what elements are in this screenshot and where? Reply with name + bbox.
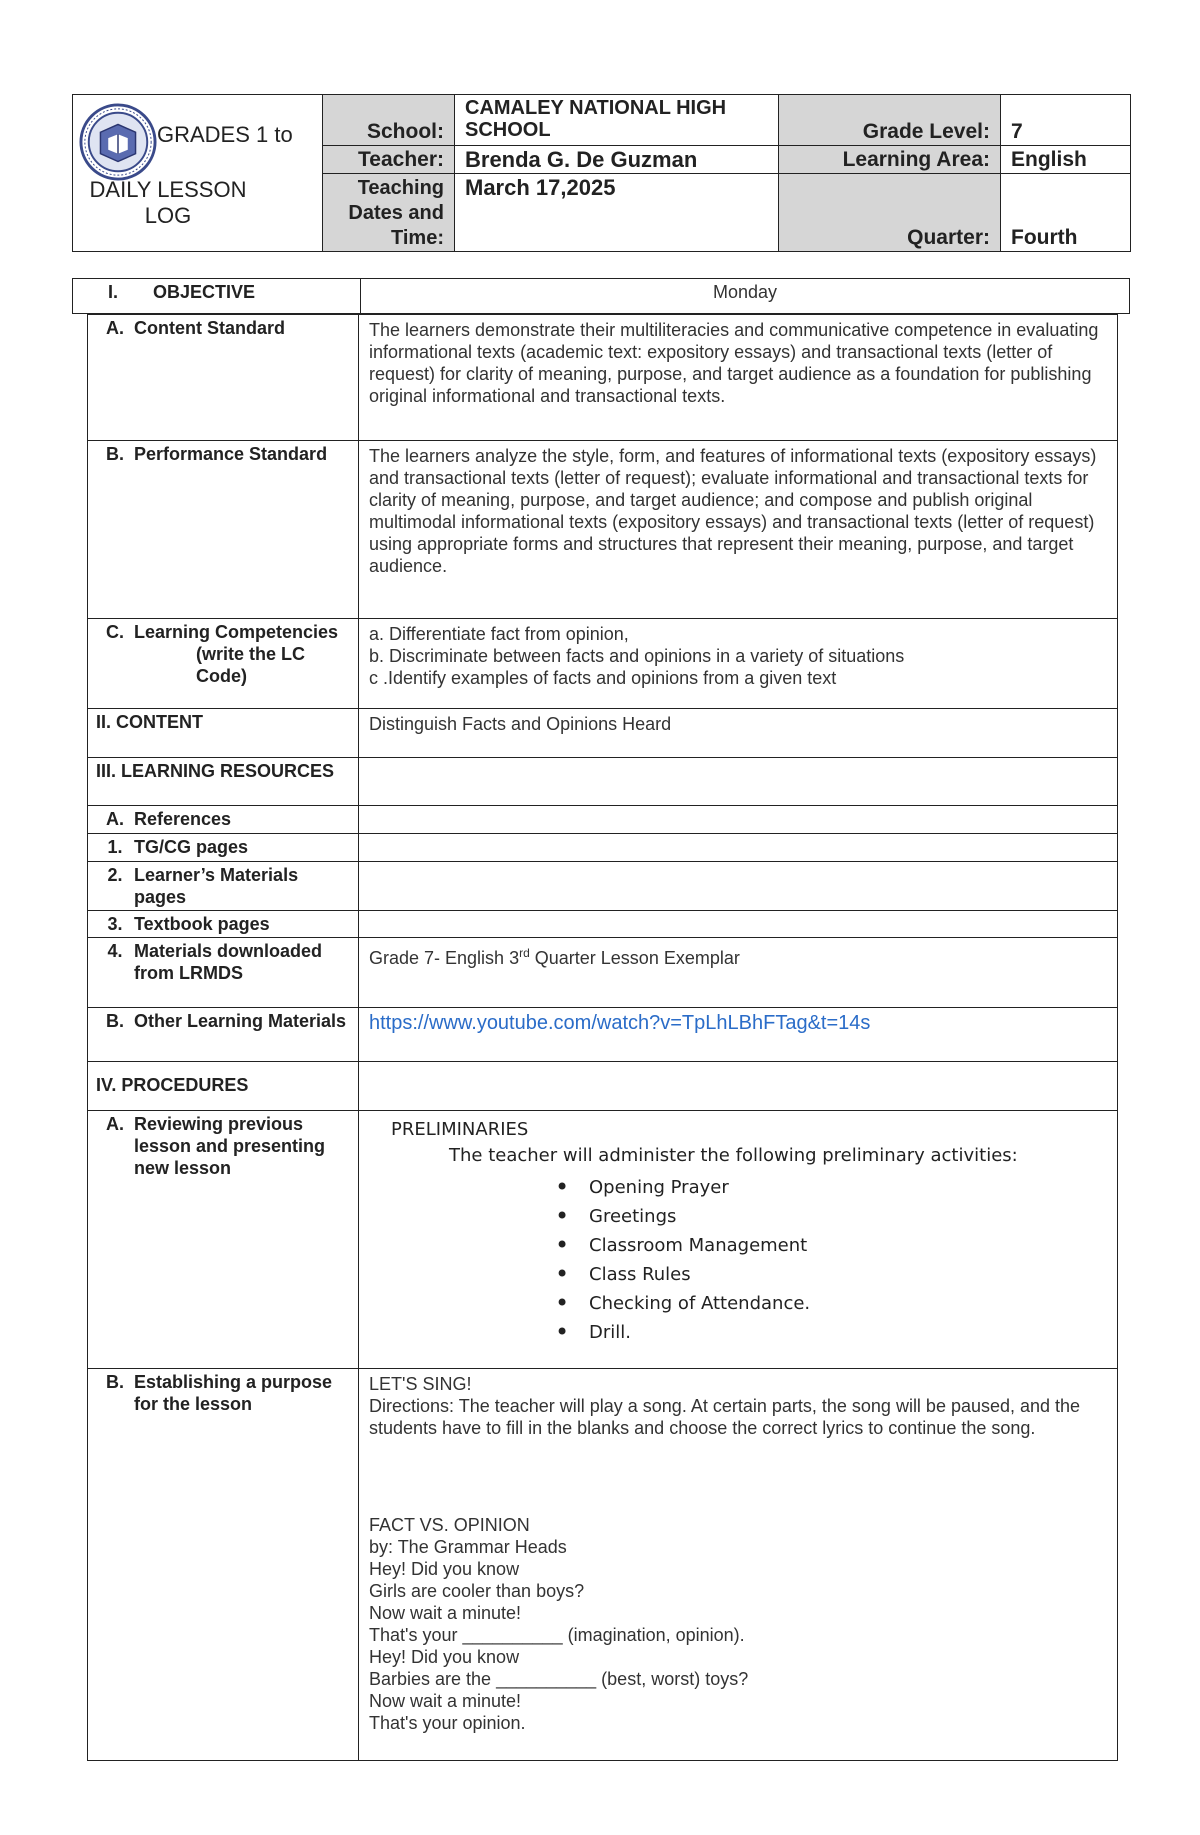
day-label: Monday <box>361 279 1130 314</box>
competencies-sublabel: (write the LC Code) <box>196 644 306 686</box>
youtube-link[interactable]: https://www.youtube.com/watch?v=TpLhLBhFTag&t=14s <box>369 1012 871 1034</box>
competencies-list <box>359 619 1118 709</box>
song-line: Hey! Did you know <box>369 1559 520 1579</box>
table-row <box>88 911 1118 938</box>
table-row <box>88 315 1118 441</box>
performance-standard-label: B. Performance Standard <box>88 441 359 619</box>
preliminaries-subtitle: The teacher will administer the following preliminary activities: <box>449 1145 1018 1166</box>
purpose-cell <box>359 1369 1118 1761</box>
quarter-value: Fourth <box>1001 174 1131 252</box>
textbook-label: 3. Textbook pages <box>88 911 359 938</box>
table-row <box>88 862 1118 911</box>
reviewing-label: A. Reviewing previous lesson and presenting new lesson <box>88 1111 359 1369</box>
empty-cell <box>359 758 1118 806</box>
table-row <box>88 441 1118 619</box>
table-row <box>88 1111 1118 1369</box>
logo-cell <box>73 95 323 252</box>
table-row <box>88 834 1118 862</box>
logo-title: GRADES 1 to <box>157 122 293 147</box>
table-row <box>88 806 1118 834</box>
dates-label: Teaching Dates and Time: <box>323 174 455 252</box>
content-label: II. CONTENT <box>88 709 359 758</box>
list-item: • Classroom Management <box>589 1231 1107 1260</box>
content-text: Distinguish Facts and Opinions Heard <box>359 709 1118 758</box>
table-row <box>88 709 1118 758</box>
lrmds-text: Grade 7- English 3rd Quarter Lesson Exemplar <box>359 938 1118 1008</box>
content-standard-label: A. Content Standard <box>88 315 359 441</box>
empty-cell <box>359 911 1118 938</box>
song-directions-continued: students have to fill in the blanks and choose the correct lyrics to continue the song. <box>369 1418 1036 1438</box>
purpose-label: B. Establishing a purpose for the lesson <box>88 1369 359 1761</box>
song-line: Now wait a minute! <box>369 1691 522 1711</box>
song-line: Girls are cooler than boys? <box>369 1581 585 1601</box>
tg-label: 1. TG/CG pages <box>88 834 359 862</box>
list-item: • Class Rules <box>589 1260 1107 1289</box>
objective-header <box>72 278 1130 314</box>
objective-label: OBJECTIVE <box>153 282 256 302</box>
song-directions: Directions: The teacher will play a song. At certain parts, the song will be paused, and the <box>369 1396 1081 1416</box>
song-line: by: The Grammar Heads <box>369 1537 567 1557</box>
list-item: a. Differentiate fact from opinion, <box>369 624 629 644</box>
empty-cell <box>359 806 1118 834</box>
resources-label: III. LEARNING RESOURCES <box>88 758 359 806</box>
song-heading: LET'S SING! <box>369 1374 472 1394</box>
song-line: Barbies are the __________ (best, worst) toys? <box>369 1669 749 1689</box>
logo-subtitle: DAILY LESSON LOG <box>89 177 247 228</box>
learning-area-label: Learning Area: <box>779 146 1001 174</box>
list-item: b. Discriminate between facts and opinions in a variety of situations <box>369 646 905 666</box>
table-row <box>88 619 1118 709</box>
deped-seal-icon <box>79 103 157 181</box>
list-item: • Greetings <box>589 1202 1107 1231</box>
other-materials-cell <box>359 1008 1118 1062</box>
table-row <box>88 1369 1118 1761</box>
lrmds-label: 4. Materials downloaded from LRMDS <box>88 938 359 1008</box>
list-item: • Drill. <box>589 1318 1107 1347</box>
procedures-label: IV. PROCEDURES <box>88 1062 359 1111</box>
song-line: Hey! Did you know <box>369 1647 520 1667</box>
school-value: CAMALEY NATIONAL HIGH SCHOOL <box>455 95 779 146</box>
other-materials-label: B. Other Learning Materials <box>88 1008 359 1062</box>
empty-cell <box>359 1062 1118 1111</box>
table-row <box>88 1008 1118 1062</box>
dates-value: March 17,2025 <box>455 174 779 252</box>
grade-level-label: Grade Level: <box>779 95 1001 146</box>
lm-label: 2. Learner’s Materials pages <box>88 862 359 911</box>
song-line: Now wait a minute! <box>369 1603 522 1623</box>
list-item: c .Identify examples of facts and opinions from a given text <box>369 668 837 688</box>
teacher-label: Teacher: <box>323 146 455 174</box>
table-row <box>88 758 1118 806</box>
empty-cell <box>359 862 1118 911</box>
quarter-label: Quarter: <box>779 174 1001 252</box>
performance-standard-text: The learners analyze the style, form, and features of informational texts (expository essays) and transactional texts (letter of request); evaluate informational and transactional texts for clarity of meaning, purpose, and target audience; and compose and publish original multimodal informational texts (expository essays) and transactional texts (letter of request) using appropriate forms and structures that represent their meaning, purpose, and target audience. <box>359 441 1118 619</box>
song-line: That's your opinion. <box>369 1713 526 1733</box>
school-label: School: <box>323 95 455 146</box>
teacher-value: Brenda G. De Guzman <box>455 146 779 174</box>
list-item: • Checking of Attendance. <box>589 1289 1107 1318</box>
references-label: A. References <box>88 806 359 834</box>
grade-level-value: 7 <box>1001 95 1131 146</box>
preliminaries-title: PRELIMINARIES <box>391 1119 529 1140</box>
objective-label-cell: I. OBJECTIVE <box>73 279 361 314</box>
competencies-label: C. Learning Competencies (write the LC Code) <box>88 619 359 709</box>
table-row <box>88 1062 1118 1111</box>
preliminaries-cell <box>359 1111 1118 1369</box>
content-standard-text: The learners demonstrate their multiliteracies and communicative competence in evaluating informational texts (academic text: expository essays) and transactional texts (letter of request) for clarity of meaning, purpose, and target audience as a foundation for publishing original informational and transactional texts. <box>359 315 1118 441</box>
lesson-table <box>87 314 1118 1761</box>
header-table <box>72 94 1131 252</box>
song-line: That's your __________ (imagination, opinion). <box>369 1625 745 1645</box>
preliminaries-list <box>369 1173 1107 1347</box>
empty-cell <box>359 834 1118 862</box>
learning-area-value: English <box>1001 146 1131 174</box>
table-row <box>88 938 1118 1008</box>
list-item: • Opening Prayer <box>589 1173 1107 1202</box>
song-line: FACT VS. OPINION <box>369 1515 530 1535</box>
